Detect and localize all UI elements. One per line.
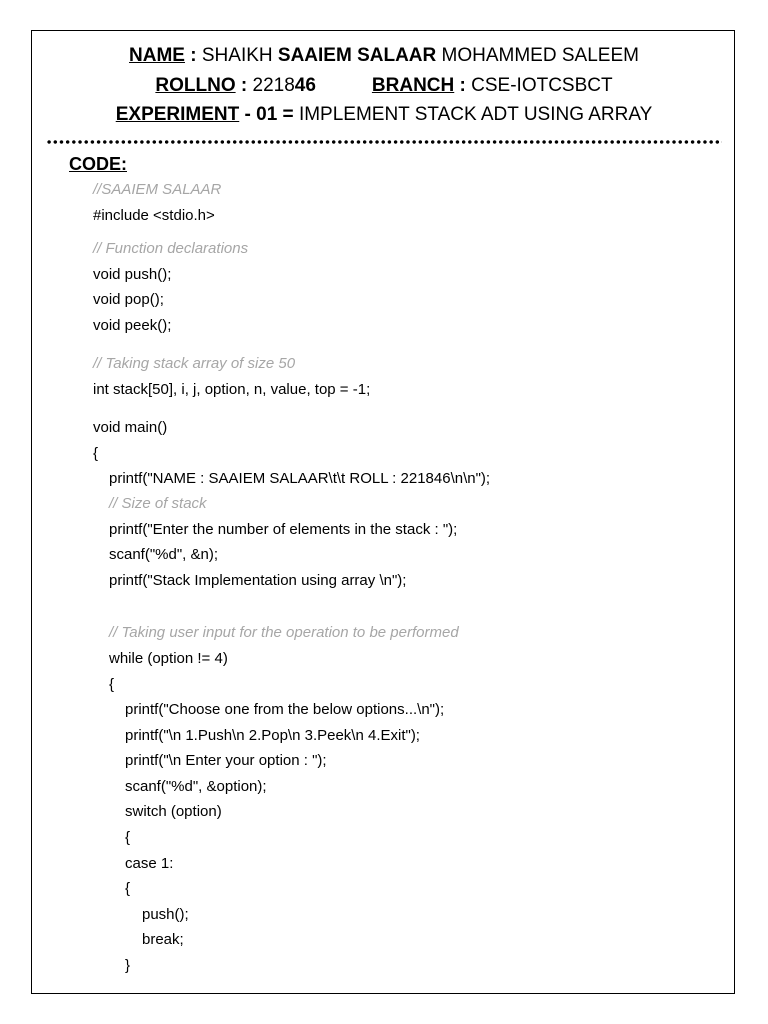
experiment-number: - 01 = xyxy=(244,104,294,125)
roll-branch-line: ROLLNO : 221846 BRANCH : CSE-IOTCSBCT xyxy=(155,75,613,96)
code-line: //SAAIEM SALAAR xyxy=(93,181,222,198)
code-line: scanf("%d", &n); xyxy=(109,546,219,563)
code-line: printf("\n 1.Push\n 2.Pop\n 3.Peek\n 4.Exit"); xyxy=(125,727,420,744)
code-heading: CODE: xyxy=(69,154,127,174)
name-prefix: SHAIKH xyxy=(201,45,273,66)
code-line: printf("NAME : SAAIEM SALAAR\t\t ROLL : 221846\n\n"); xyxy=(109,470,491,487)
code-line: // Taking user input for the operation to be performed xyxy=(109,624,459,641)
branch-label: BRANCH xyxy=(371,75,455,96)
code-line: // Size of stack xyxy=(109,495,207,512)
code-line: break; xyxy=(142,931,184,948)
experiment-label: EXPERIMENT xyxy=(115,104,240,125)
code-line: { xyxy=(125,829,131,846)
name-label: NAME xyxy=(129,45,185,66)
branch-value: CSE-IOTCSBCT xyxy=(471,75,613,96)
code-line: printf("Stack Implementation using array \n"); xyxy=(109,572,407,589)
code-line: printf("Choose one from the below options...\n"); xyxy=(125,701,445,718)
dotted-divider xyxy=(46,139,722,145)
code-line: } xyxy=(125,957,131,974)
rollno-prefix: 2218 xyxy=(252,75,295,96)
code-line: while (option != 4) xyxy=(109,650,228,667)
name-line: NAME : SHAIKH SAAIEM SALAAR MOHAMMED SALEEM xyxy=(129,45,639,66)
experiment-title: IMPLEMENT STACK ADT USING ARRAY xyxy=(298,104,653,125)
code-line: // Taking stack array of size 50 xyxy=(93,355,296,372)
code-line: scanf("%d", &option); xyxy=(125,778,267,795)
code-line: push(); xyxy=(142,906,189,923)
code-line: printf("\n Enter your option : "); xyxy=(125,752,327,769)
code-line: void peek(); xyxy=(93,317,172,334)
code-line: switch (option) xyxy=(125,803,222,820)
code-line: case 1: xyxy=(125,855,174,872)
code-line: { xyxy=(109,676,115,693)
rollno-highlight: 46 xyxy=(294,75,316,96)
name-highlight: SAAIEM SALAAR xyxy=(277,45,437,66)
rollno-label: ROLLNO xyxy=(155,75,236,96)
code-line: #include <stdio.h> xyxy=(93,207,215,224)
code-line: { xyxy=(125,880,131,897)
code-line: { xyxy=(93,445,99,462)
name-suffix: MOHAMMED SALEEM xyxy=(441,45,639,66)
code-line: int stack[50], i, j, option, n, value, top = -1; xyxy=(93,381,371,398)
code-line: void main() xyxy=(93,419,168,436)
code-line: void push(); xyxy=(93,266,172,283)
code-line: void pop(); xyxy=(93,291,164,308)
experiment-line xyxy=(0,103,768,127)
code-line: printf("Enter the number of elements in the stack : "); xyxy=(109,521,458,538)
code-line: // Function declarations xyxy=(93,240,249,257)
